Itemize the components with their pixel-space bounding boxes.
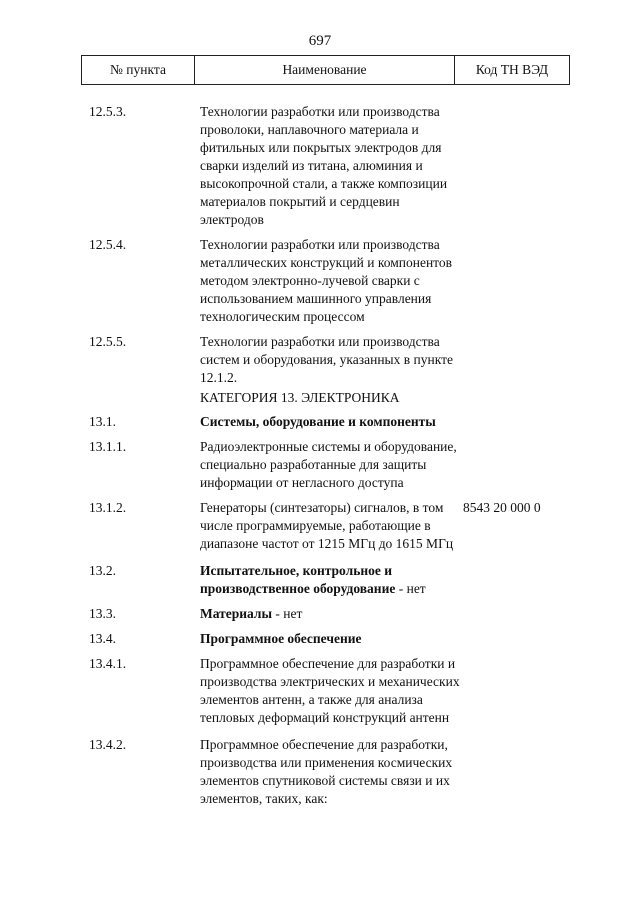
row-code xyxy=(460,103,463,229)
row-name xyxy=(200,605,460,623)
header-name: Наименование xyxy=(195,56,455,84)
table-row xyxy=(0,333,640,387)
row-name: Генераторы (синтезаторы) сигналов, в том числе программируемые, работающие в диапазоне частот от 1215 МГц до 1615 МГц xyxy=(200,500,454,551)
table-header xyxy=(81,55,570,85)
row-code xyxy=(460,236,463,326)
row-code xyxy=(460,389,463,407)
row-code xyxy=(460,413,463,431)
row-number: 13.4. xyxy=(89,631,116,646)
table-row xyxy=(0,630,640,648)
table-row xyxy=(0,413,640,431)
row-code xyxy=(460,655,463,727)
row-number: 13.3. xyxy=(89,606,116,621)
section-heading: Системы, оборудование и компоненты xyxy=(200,414,436,429)
row-number: 13.1. xyxy=(89,414,116,429)
category-heading-row xyxy=(0,389,640,407)
row-code xyxy=(460,630,463,648)
table-row xyxy=(0,736,640,808)
row-code xyxy=(460,736,463,808)
row-code xyxy=(460,438,463,492)
row-name xyxy=(200,562,460,598)
section-heading: Испытательное, контрольное и производственное оборудование xyxy=(200,563,396,596)
table-row xyxy=(0,655,640,727)
row-name: Технологии разработки или производства металлических конструкций и компонентов методом электронно-лучевой сварки с использованием машинного управления технологическим процессом xyxy=(200,237,453,324)
row-name: Радиоэлектронные системы и оборудование, специально разработанные для защиты информации от негласного доступа xyxy=(200,439,457,490)
row-number: 12.5.3. xyxy=(89,104,127,119)
table-row xyxy=(0,103,640,229)
row-name: Технологии разработки или производства проволоки, наплавочного материала и фитильных или покрытых электродов для сварки изделий из титана, алюминия и высокопрочной стали, а также композиции материалов покрытий и сердцевин электродов xyxy=(200,104,448,227)
row-number: 12.5.4. xyxy=(89,237,127,252)
row-number: 13.4.2. xyxy=(89,737,127,752)
table-row xyxy=(0,236,640,326)
row-number: 13.1.1. xyxy=(89,439,127,454)
table-body xyxy=(0,103,640,815)
row-name: Программное обеспечение для разработки и производства электрических и механических элементов антенн, а также для анализа тепловых деформаций конструкций антенн xyxy=(200,656,460,725)
row-number xyxy=(0,389,178,407)
table-row xyxy=(0,438,640,492)
section-heading: Программное обеспечение xyxy=(200,631,362,646)
table-row xyxy=(0,562,640,598)
page-number: 697 xyxy=(308,33,332,49)
row-number: 13.4.1. xyxy=(89,656,127,671)
header-item-number: № пункта xyxy=(82,56,195,84)
row-number: 12.5.5. xyxy=(89,334,127,349)
row-code: 8543 20 000 0 xyxy=(463,500,541,515)
table-row xyxy=(0,605,640,623)
status-suffix: - нет xyxy=(272,606,303,621)
row-code xyxy=(460,333,463,387)
header-code: Код ТН ВЭД xyxy=(475,62,549,77)
status-suffix: - нет xyxy=(395,581,426,596)
row-name: Программное обеспечение для разработки, производства или применения космических элементов спутниковой системы связи и их элементов, таких, как: xyxy=(200,737,453,806)
section-heading: Материалы xyxy=(200,606,273,621)
row-number: 13.2. xyxy=(89,563,116,578)
row-name: Технологии разработки или производства систем и оборудования, указанных в пункте 12.1.2. xyxy=(200,334,453,385)
table-row xyxy=(0,499,640,553)
row-code xyxy=(460,605,463,623)
row-number: 13.1.2. xyxy=(89,500,127,515)
category-heading: КАТЕГОРИЯ 13. ЭЛЕКТРОНИКА xyxy=(200,390,400,405)
row-code xyxy=(460,562,463,598)
